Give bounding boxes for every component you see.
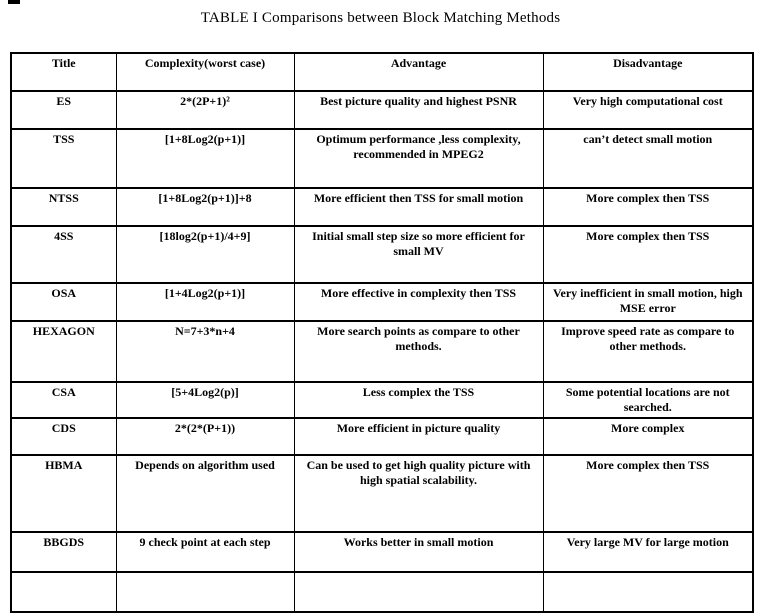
- cell-disadvantage: Improve speed rate as compare to other methods.: [543, 321, 753, 382]
- empty-cell: [116, 572, 294, 612]
- table-row: [11, 188, 753, 226]
- cell-complexity: 9 check point at each step: [116, 532, 294, 572]
- cell-complexity: [1+8Log2(p+1)]: [116, 129, 294, 188]
- cell-complexity: [18log2(p+1)/4+9]: [116, 226, 294, 283]
- table-caption: TABLE I Comparisons between Block Matching Methods: [200, 10, 561, 26]
- cell-advantage: More efficient in picture quality: [294, 418, 543, 455]
- cell-disadvantage: Very inefficient in small motion, high MSE error: [543, 283, 753, 321]
- column-header: Disadvantage: [543, 53, 753, 91]
- column-header: Advantage: [294, 53, 543, 91]
- table-row: [11, 455, 753, 532]
- cell-advantage: More search points as compare to other methods.: [294, 321, 543, 382]
- cell-advantage: More efficient then TSS for small motion: [294, 188, 543, 226]
- cell-disadvantage: More complex then TSS: [543, 188, 753, 226]
- cell-advantage: Initial small step size so more efficient for small MV: [294, 226, 543, 283]
- column-header: Complexity(worst case): [116, 53, 294, 91]
- table-row: [11, 418, 753, 455]
- empty-cell: [11, 572, 116, 612]
- header-row: [11, 53, 753, 91]
- empty-cell: [294, 572, 543, 612]
- table-row: [11, 321, 753, 382]
- cell-title: NTSS: [11, 188, 116, 226]
- cell-complexity: 2*(2*(P+1)): [116, 418, 294, 455]
- cell-title: OSA: [11, 283, 116, 321]
- cell-title: CSA: [11, 382, 116, 418]
- cell-disadvantage: More complex: [543, 418, 753, 455]
- cell-advantage: Works better in small motion: [294, 532, 543, 572]
- cell-title: TSS: [11, 129, 116, 188]
- cell-disadvantage: Very large MV for large motion: [543, 532, 753, 572]
- table-row: [11, 532, 753, 572]
- table-row: [11, 129, 753, 188]
- cell-advantage: Optimum performance ,less complexity, recommended in MPEG2: [294, 129, 543, 188]
- table-row: [11, 283, 753, 321]
- cell-complexity: [5+4Log2(p)]: [116, 382, 294, 418]
- cell-title: CDS: [11, 418, 116, 455]
- cell-complexity: Depends on algorithm used: [116, 455, 294, 532]
- cell-complexity: [1+4Log2(p+1)]: [116, 283, 294, 321]
- cell-complexity: [1+8Log2(p+1)]+8: [116, 188, 294, 226]
- table-row-cutoff: [11, 572, 753, 612]
- table-row: [11, 226, 753, 283]
- empty-cell: [543, 572, 753, 612]
- cell-advantage: Best picture quality and highest PSNR: [294, 91, 543, 129]
- cell-advantage: More effective in complexity then TSS: [294, 283, 543, 321]
- table-row: [11, 382, 753, 418]
- cell-title: ES: [11, 91, 116, 129]
- cell-title: HBMA: [11, 455, 116, 532]
- cell-advantage: Less complex the TSS: [294, 382, 543, 418]
- cell-complexity: N=7+3*n+4: [116, 321, 294, 382]
- cell-title: 4SS: [11, 226, 116, 283]
- scan-artifact: [8, 0, 20, 4]
- cell-disadvantage: can’t detect small motion: [543, 129, 753, 188]
- cell-disadvantage: Some potential locations are not searched.: [543, 382, 753, 418]
- cell-title: HEXAGON: [11, 321, 116, 382]
- cell-disadvantage: More complex then TSS: [543, 455, 753, 532]
- cell-advantage: Can be used to get high quality picture with high spatial scalability.: [294, 455, 543, 532]
- comparison-table: [10, 52, 754, 613]
- cell-disadvantage: Very high computational cost: [543, 91, 753, 129]
- table-row: [11, 91, 753, 129]
- cell-complexity: 2*(2P+1)²: [116, 91, 294, 129]
- cell-disadvantage: More complex then TSS: [543, 226, 753, 283]
- column-header: Title: [11, 53, 116, 91]
- cell-title: BBGDS: [11, 532, 116, 572]
